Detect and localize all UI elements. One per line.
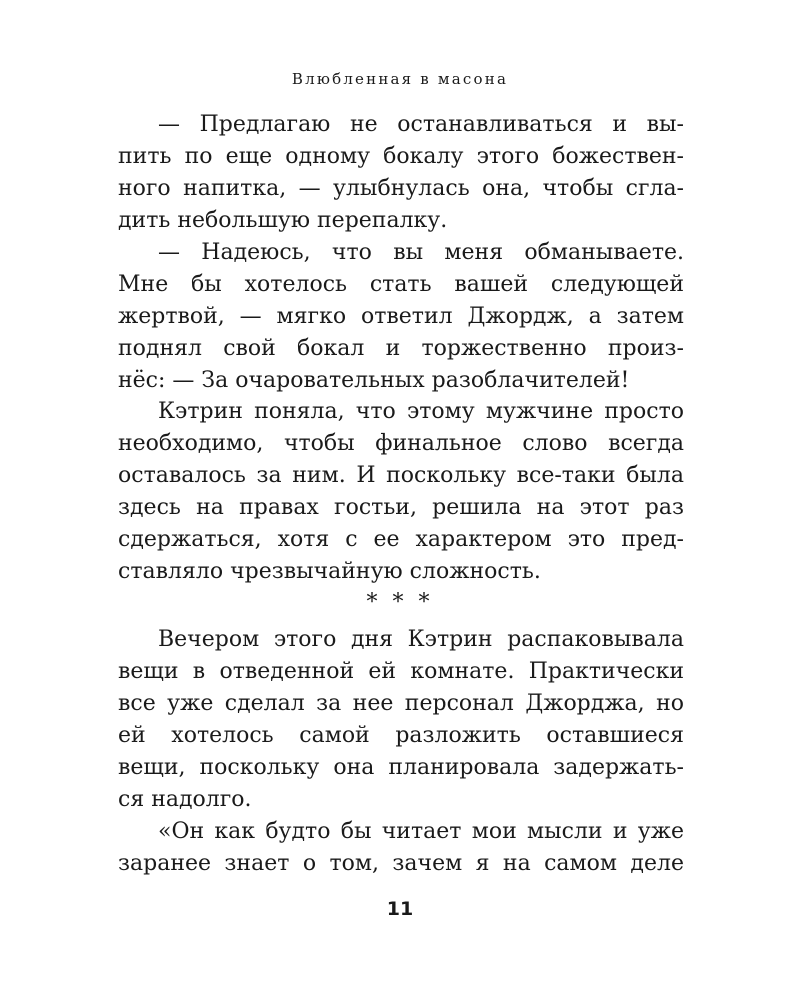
text-line: нёс: — За очаровательных разоблачителей! xyxy=(118,368,630,393)
text-line: поднял свой бокал и торжественно произ- xyxy=(118,336,684,361)
running-head: Влюбленная в масона xyxy=(291,70,509,88)
text-line: дить небольшую перепалку. xyxy=(118,208,448,233)
text-line: необходимо, чтобы финальное слово всегда xyxy=(118,431,684,456)
text-line: жертвой, — мягко ответил Джордж, а затем xyxy=(118,304,684,329)
text-line: ся надолго. xyxy=(118,787,252,812)
text-line: вещи в отведенной ей комнате. Практически xyxy=(118,659,684,684)
text-line: Кэтрин поняла, что этому мужчине просто xyxy=(158,399,684,424)
text-line: — Предлагаю не останавливаться и вы- xyxy=(158,112,684,137)
text-line: все уже сделал за нее персонал Джорджа, но xyxy=(118,691,684,716)
text-line: пить по еще одному бокалу этого божествен- xyxy=(118,144,684,169)
text-line: Мне бы хотелось стать вашей следующей xyxy=(118,272,684,297)
text-line: «Он как будто бы читает мои мысли и уже xyxy=(158,819,684,844)
text-line: вещи, поскольку она планировала задержать- xyxy=(118,755,684,780)
text-line: оставалось за ним. И поскольку все-таки была xyxy=(118,463,684,488)
text-line: ного напитка, — улыбнулась она, чтобы сгла- xyxy=(118,176,684,201)
text-line: Вечером этого дня Кэтрин распаковывала xyxy=(158,627,684,652)
page-number: 11 xyxy=(386,898,414,920)
text-line: ставляло чрезвычайную сложность. xyxy=(118,559,541,584)
text-line: сдержаться, хотя с ее характером это пред- xyxy=(118,527,684,552)
text-line: заранее знает о том, зачем я на самом деле xyxy=(118,851,684,876)
text-line: ей хотелось самой разложить оставшиеся xyxy=(118,723,684,748)
section-separator: * * * xyxy=(366,590,434,615)
text-line: здесь на правах гостьи, решила на этот раз xyxy=(118,495,684,520)
text-line: — Надеюсь, что вы меня обманываете. xyxy=(158,240,684,265)
